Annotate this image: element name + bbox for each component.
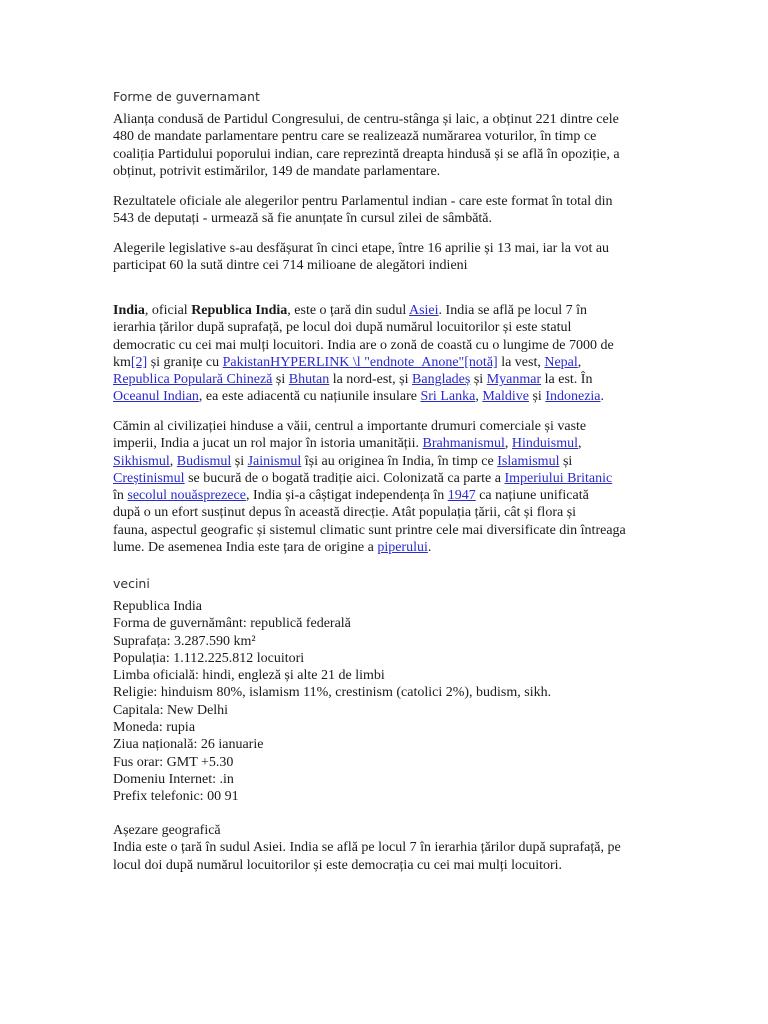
link-sri-lanka[interactable]: Sri Lanka bbox=[420, 389, 476, 405]
text-fragment: și bbox=[231, 453, 248, 469]
text-line bbox=[113, 453, 661, 470]
text-fragment: și bbox=[559, 453, 573, 469]
text-fragment: km bbox=[113, 354, 131, 370]
text-line: locul doi după numărul locuitorilor și este democrația cu cei mai mulți locuitori. bbox=[113, 857, 563, 873]
link-myanmar[interactable]: Myanmar bbox=[486, 372, 542, 388]
text-line bbox=[113, 487, 661, 504]
link-sikhismul[interactable]: Sikhismul bbox=[113, 453, 170, 469]
text-fragment: lume. De asemenea India este țara de origine a bbox=[113, 540, 378, 556]
text-fragment: , India și-a câștigat independența în bbox=[245, 488, 448, 504]
fact-line: Forma de guvernământ: republică federală bbox=[113, 616, 351, 632]
text-line bbox=[113, 388, 661, 405]
fact-line: Prefix telefonic: 00 91 bbox=[113, 789, 239, 805]
text-line: coaliția Partidului poporului indian, care reprezintă dreapta hindusă și se află în opoziție, a bbox=[113, 146, 620, 162]
link-ref-2[interactable]: [2] bbox=[130, 354, 148, 370]
text-line bbox=[113, 470, 661, 487]
link-hinduismul[interactable]: Hinduismul bbox=[511, 436, 579, 452]
text-fragment: și bbox=[470, 372, 487, 388]
paragraph-civilizatie bbox=[113, 418, 661, 556]
section-heading-vecini: vecini bbox=[113, 576, 150, 591]
text-line bbox=[113, 354, 661, 371]
text-line: 480 de mandate parlamentare pentru care se realizează numărarea voturilor, în timp ce bbox=[113, 129, 597, 145]
text-line: Rezultatele oficiale ale alegerilor pentru Parlamentul indian - care este format în total din bbox=[113, 194, 613, 209]
link-jainismul[interactable]: Jainismul bbox=[247, 453, 302, 469]
text-fragment: , oficial bbox=[144, 303, 192, 318]
link-budismul[interactable]: Budismul bbox=[176, 453, 232, 469]
link-crestinismul[interactable]: Creștinismul bbox=[113, 470, 185, 486]
text-fragment: , ea este adiacentă cu națiunile insulare bbox=[198, 389, 421, 405]
paragraph-india bbox=[113, 302, 661, 406]
text-line: fauna, aspectul geografic și sistemul climatic sunt printre cele mai diversificate din întreaga bbox=[113, 522, 626, 538]
text-line: ierarhia țărilor după suprafață, pe locul doi după numărul locuitorilor și este statul bbox=[113, 320, 572, 336]
text-fragment: și bbox=[528, 389, 546, 405]
text-line: participat 60 la sută dintre cei 714 milioane de alegători indieni bbox=[113, 258, 468, 274]
text-fragment: , bbox=[578, 436, 582, 452]
link-bangladesh[interactable]: Bangladeș bbox=[412, 372, 471, 388]
text-line: 543 de deputați - urmează să fie anunțate în cursul zilei de sâmbătă. bbox=[113, 211, 493, 227]
text-fragment: în bbox=[113, 488, 128, 504]
text-fragment: și granițe cu bbox=[147, 354, 223, 370]
fact-line: Republica India bbox=[113, 599, 203, 614]
fact-line: Ziua națională: 26 ianuarie bbox=[113, 737, 264, 753]
fact-line: Populația: 1.112.225.812 locuitori bbox=[113, 650, 305, 666]
text-fragment: se bucură de o bogată tradiție aici. Colonizată ca parte a bbox=[184, 470, 505, 486]
text-fragment: , bbox=[475, 389, 483, 405]
bold-republica-india: Republica India bbox=[191, 303, 288, 318]
link-asiei[interactable]: Asiei bbox=[408, 303, 439, 318]
fact-line: Limba oficială: hindi, engleză și alte 21 de limbi bbox=[113, 668, 385, 684]
text-fragment: și bbox=[272, 372, 289, 388]
link-pakistan[interactable]: PakistanHYPERLINK \l "endnote_Anone"[notă] bbox=[222, 354, 498, 370]
facts-list bbox=[113, 598, 661, 806]
text-fragment: . bbox=[427, 540, 432, 556]
link-bhutan[interactable]: Bhutan bbox=[288, 372, 330, 388]
text-line: democratic cu cei mai mulți locuitori. India are o zonă de coastă cu o lungime de 7000 de bbox=[113, 337, 614, 353]
link-islamismul[interactable]: Islamismul bbox=[497, 453, 560, 469]
text-fragment: la vest, bbox=[497, 354, 545, 370]
text-fragment: ca națiune unificată bbox=[475, 488, 589, 504]
link-imperiului-britanic[interactable]: Imperiului Britanic bbox=[504, 470, 613, 486]
link-brahmanismul[interactable]: Brahmanismul bbox=[422, 436, 505, 452]
fact-line: Suprafața: 3.287.590 km² bbox=[113, 633, 256, 649]
fact-line: Religie: hinduism 80%, islamism 11%, crestinism (catolici 2%), budism, sikh. bbox=[113, 685, 552, 701]
section-heading-forme: Forme de guvernamant bbox=[113, 89, 260, 104]
link-nepal[interactable]: Nepal bbox=[544, 354, 578, 370]
fact-line: Capitala: New Delhi bbox=[113, 702, 229, 718]
text-line bbox=[113, 539, 661, 556]
text-fragment: , bbox=[169, 453, 177, 469]
fact-line: Domeniu Internet: .in bbox=[113, 771, 234, 787]
text-line bbox=[113, 302, 661, 319]
text-fragment: , bbox=[577, 354, 582, 370]
text-line: Cămin al civilizației hinduse a văii, centrul a importante drumuri comerciale și vaste bbox=[113, 419, 587, 434]
link-1947[interactable]: 1947 bbox=[447, 488, 476, 504]
text-fragment: își au originea în India, în timp ce bbox=[301, 453, 498, 469]
text-line: India este o țară în sudul Asiei. India se află pe locul 7 în ierarhia țărilor după suprafață, pe bbox=[113, 840, 621, 856]
link-indonezia[interactable]: Indonezia bbox=[545, 389, 601, 405]
fact-line: Moneda: rupia bbox=[113, 720, 196, 736]
paragraph-asezare bbox=[113, 822, 661, 874]
fact-line: Fus orar: GMT +5.30 bbox=[113, 754, 234, 770]
text-line bbox=[113, 371, 661, 388]
text-fragment: la nord-est, și bbox=[329, 372, 413, 388]
paragraph-alegeri bbox=[113, 240, 661, 275]
text-line bbox=[113, 435, 661, 452]
text-fragment: . bbox=[600, 389, 605, 405]
text-fragment: imperii, India a jucat un rol major în istoria umanității. bbox=[113, 436, 423, 452]
text-line: obținut, potrivit estimărilor, 149 de mandate parlamentare. bbox=[113, 163, 441, 179]
link-secolul-nouasprezece[interactable]: secolul nouăsprezece bbox=[127, 488, 246, 504]
text-fragment: , bbox=[504, 436, 512, 452]
link-maldive[interactable]: Maldive bbox=[482, 389, 529, 405]
link-china[interactable]: Republica Populară Chineză bbox=[113, 372, 273, 388]
link-oceanul-indian[interactable]: Oceanul Indian bbox=[113, 389, 199, 405]
text-fragment: la est. În bbox=[541, 372, 593, 388]
bold-india: India bbox=[113, 303, 145, 318]
text-fragment: , este o țară din sudul bbox=[287, 303, 409, 318]
link-piperului[interactable]: piperului bbox=[377, 540, 428, 556]
text-fragment: . India se află pe locul 7 în bbox=[438, 303, 588, 318]
text-line: Alianța condusă de Partidul Congresului, de centru-stânga și laic, a obținut 221 dintre cele bbox=[113, 112, 619, 127]
paragraph-alianta bbox=[113, 111, 661, 180]
subheading-asezare: Așezare geografică bbox=[113, 823, 221, 838]
text-line: Alegerile legislative s-au desfășurat în cinci etape, între 16 aprilie și 13 mai, iar la vot au bbox=[113, 241, 610, 256]
text-line: după o un efort susținut depus în această direcție. Atât populația țării, cât și flora și bbox=[113, 505, 577, 521]
paragraph-rezultate bbox=[113, 193, 661, 228]
